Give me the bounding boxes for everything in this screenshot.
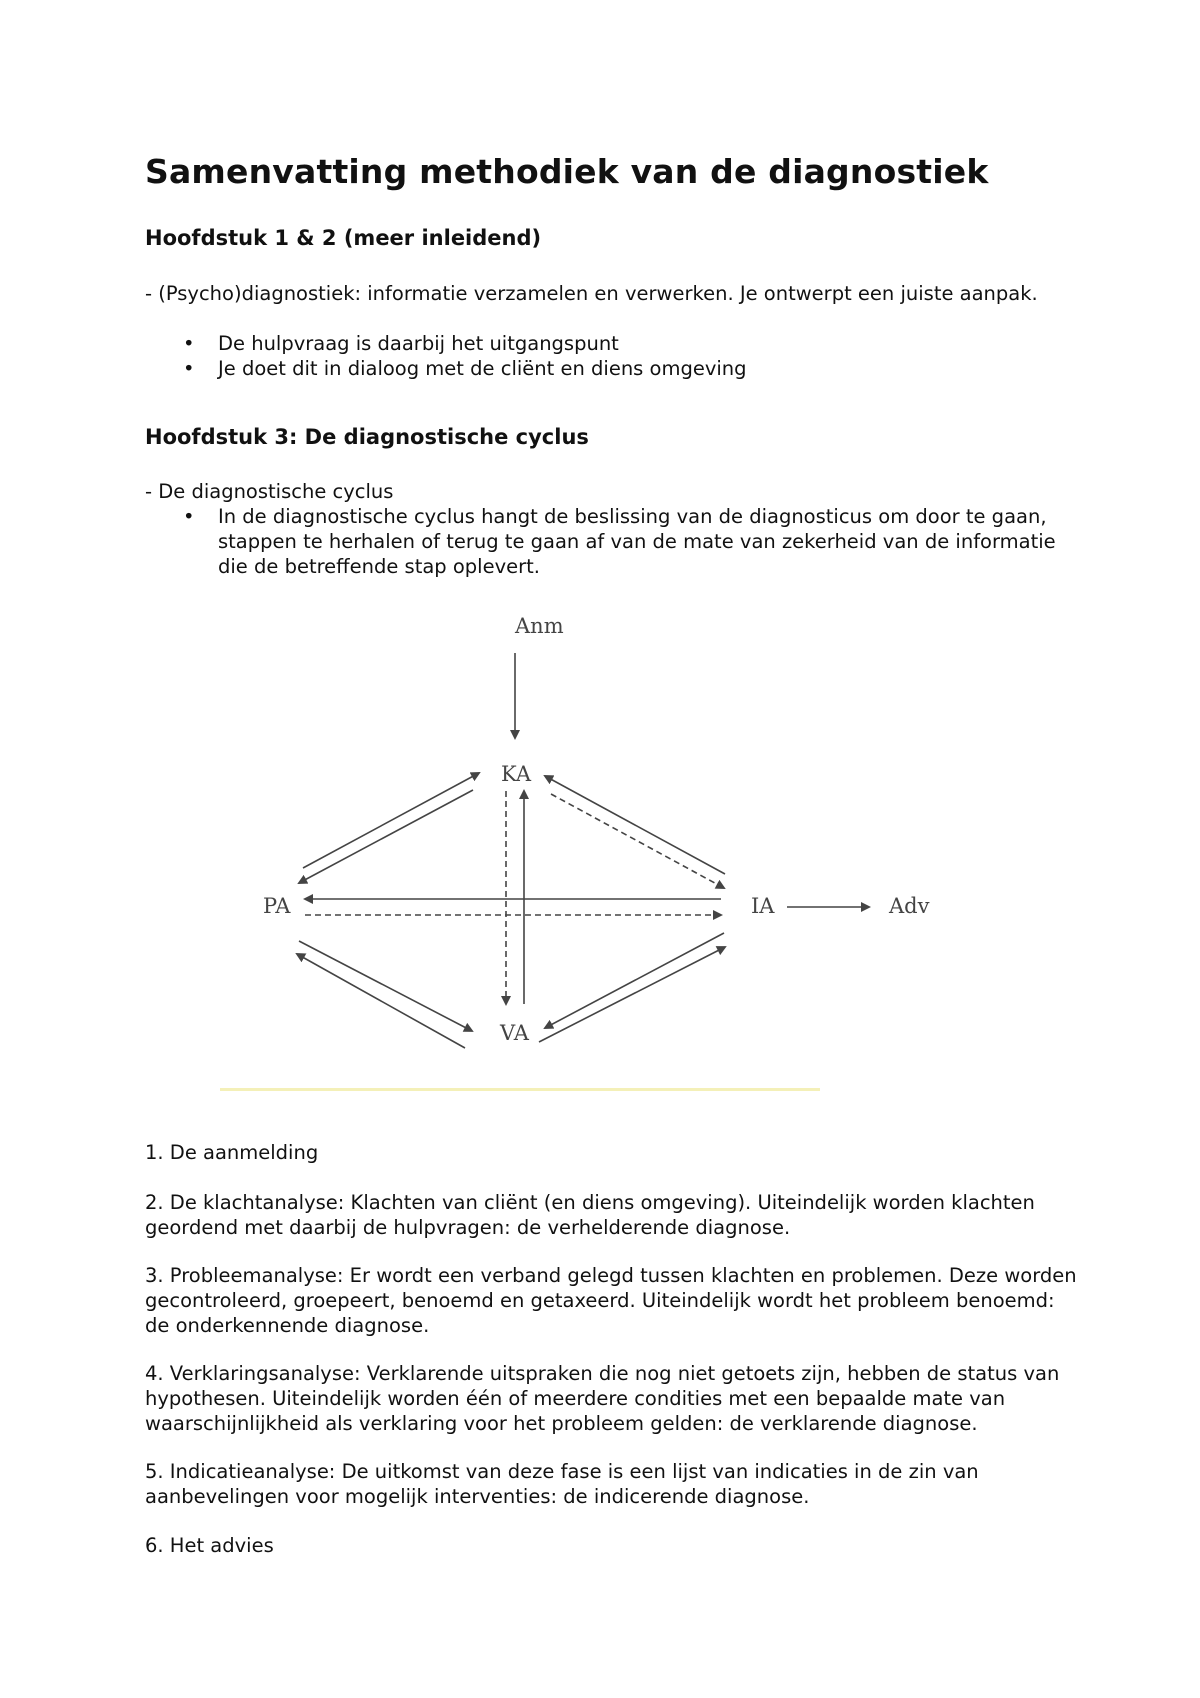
arrow-pa-va: [299, 941, 472, 1031]
step-5: 5. Indicatieanalyse: De uitkomst van deze fase is een lijst van indicaties in de zin van aanbevelingen voor mogelijk interventies: de indicerende diagnose.: [145, 1460, 979, 1508]
section-heading-cyclus: Hoofdstuk 3: De diagnostische cyclus: [145, 425, 589, 449]
step-1: 1. De aanmelding: [145, 1141, 319, 1164]
section-heading-intro: Hoofdstuk 1 & 2 (meer inleidend): [145, 226, 542, 250]
list-item: • Je doet dit in dialoog met de cliënt en diens omgeving: [145, 356, 1065, 381]
arrow-ka-ia-dashed: [551, 794, 724, 888]
node-ka: KA: [501, 762, 532, 786]
paragraph-psychodiagnostiek: - (Psycho)diagnostiek: informatie verzamelen en verwerken. Je ontwerpt een juiste aanpak.: [145, 282, 1038, 305]
arrow-pa-ka: [303, 773, 479, 868]
node-pa: PA: [263, 894, 291, 918]
list-item: • In de diagnostische cyclus hangt de beslissing van de diagnosticus om door te gaan, stappen te herhalen of terug te gaan af van de mate van zekerheid van de informatie die de betreffende stap oplevert.: [145, 504, 1065, 579]
step-6: 6. Het advies: [145, 1534, 274, 1557]
diagnostic-cycle-diagram: [215, 608, 955, 1098]
step-3: 3. Probleemanalyse: Er wordt een verband gelegd tussen klachten en problemen. Deze worden gecontroleerd, groepeert, benoemd en getaxeerd. Uiteindelijk wordt het probleem benoemd: de onderkennende diagnose.: [145, 1264, 1077, 1337]
arrow-ka-pa: [299, 790, 473, 883]
node-va: VA: [500, 1021, 529, 1045]
scan-artifact-line: [220, 1088, 820, 1091]
arrow-va-pa: [297, 954, 465, 1048]
node-adv: Adv: [889, 894, 930, 918]
step-4: 4. Verklaringsanalyse: Verklarende uitspraken die nog niet getoets zijn, hebben de status van hypothesen. Uiteindelijk worden één of meerdere condities met een bepaalde mate van waarschijnlijkheid als verklaring voor het probleem gelden: de verklarende diagnose.: [145, 1362, 1060, 1435]
document-title: Samenvatting methodiek van de diagnostiek: [145, 152, 989, 191]
paragraph-cyclus-intro: - De diagnostische cyclus: [145, 480, 394, 503]
node-ia: IA: [751, 894, 775, 918]
arrow-ia-ka: [545, 776, 725, 874]
arrow-ia-va: [545, 933, 724, 1028]
bullet-list-cyclus: [145, 504, 1065, 579]
list-item: • De hulpvraag is daarbij het uitgangspunt: [145, 331, 1065, 356]
node-anm: Anm: [515, 614, 564, 638]
arrow-va-ia: [539, 947, 725, 1042]
bullet-list-intro: [145, 331, 1065, 381]
step-2: 2. De klachtanalyse: Klachten van cliënt (en diens omgeving). Uiteindelijk worden klachten geordend met daarbij de hulpvragen: de verhelderende diagnose.: [145, 1191, 1035, 1239]
